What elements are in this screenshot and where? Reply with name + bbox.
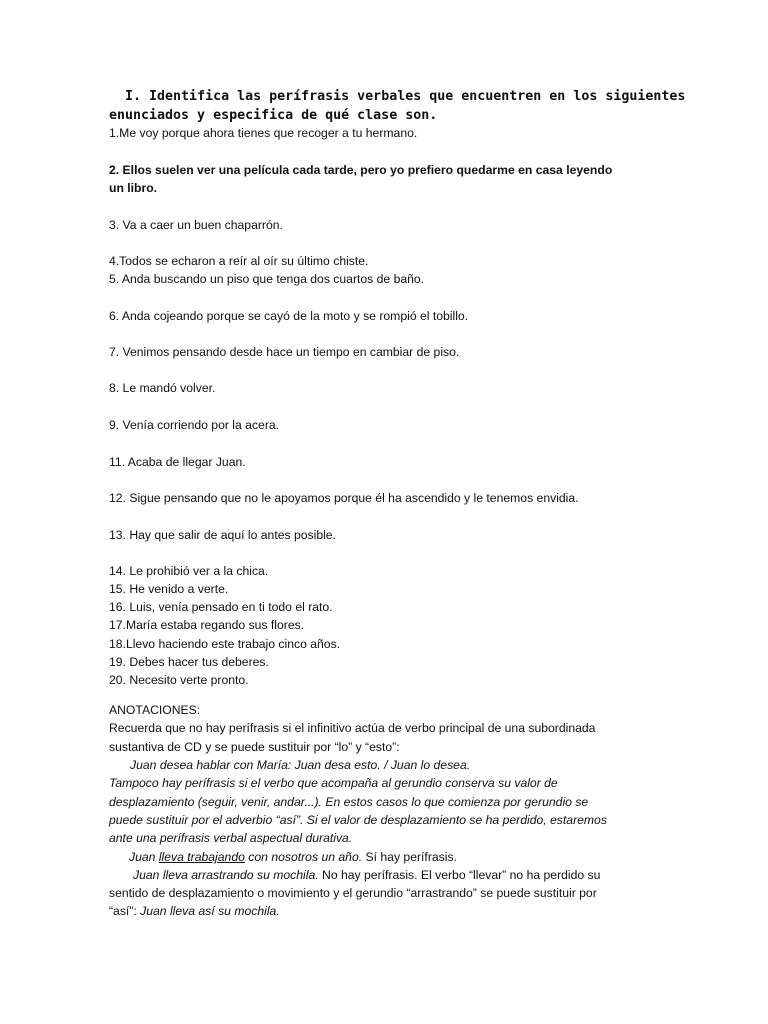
example-3-substitution: Juan lleva así su mochila. xyxy=(140,904,280,918)
sentence-13: 13. Hay que salir de aquí lo antes posible. xyxy=(109,528,336,542)
annotation-paragraph-1-line-1: Recuerda que no hay perífrasis si el infinitivo actúa de verbo principal de una subordinada xyxy=(109,721,596,735)
sentence-17: 17.María estaba regando sus flores. xyxy=(109,618,305,632)
sentence-4: 4.Todos se echaron a reír al oír su último chiste. xyxy=(109,254,369,268)
exercise-title-line-1: I. Identifica las perífrasis verbales que encuentren en los siguientes xyxy=(125,89,686,104)
sentence-19: 19. Debes hacer tus deberes. xyxy=(109,655,269,669)
example-3-explanation: No hay perífrasis. El verbo “llevar” no ha perdido su xyxy=(318,868,601,882)
annotation-example-3-line-1 xyxy=(133,867,600,883)
sentence-16: 16. Luis, venía pensado en ti todo el rato. xyxy=(109,600,333,614)
example-2-verdict: Sí hay perífrasis. xyxy=(362,850,457,864)
annotation-paragraph-2-line-4: ante una perífrasis verbal aspectual durativa. xyxy=(109,831,353,845)
sentence-1: 1.Me voy porque ahora tienes que recoger a tu hermano. xyxy=(109,126,418,140)
example-3-quote: “así”: xyxy=(109,904,141,918)
sentence-15: 15. He venido a verte. xyxy=(109,582,229,596)
sentence-18: 18.Llevo haciendo este trabajo cinco años. xyxy=(109,637,341,651)
example-2-subject: Juan xyxy=(129,850,159,864)
annotation-example-3-line-2: sentido de desplazamiento o movimiento y el gerundio “arrastrando” se puede sustituir por xyxy=(109,886,597,900)
sentence-20: 20. Necesito verte pronto. xyxy=(109,673,249,687)
annotation-paragraph-2-line-2: desplazamiento (seguir, venir, andar...). En estos casos lo que comienza por gerundio se xyxy=(109,795,589,809)
sentence-8: 8. Le mandó volver. xyxy=(109,381,216,395)
annotation-example-3-line-3 xyxy=(109,903,280,919)
annotation-paragraph-2-line-1: Tampoco hay perífrasis si el verbo que acompaña al gerundio conserva su valor de xyxy=(109,776,558,790)
sentence-9: 9. Venía corriendo por la acera. xyxy=(109,418,280,432)
annotation-paragraph-2-line-3: puede sustituir por el adverbio “así”. Si el valor de desplazamiento se ha perdido, estaremos xyxy=(109,813,607,827)
exercise-title-line-2: enunciados y especifica de qué clase son. xyxy=(109,108,438,123)
annotation-example-1: Juan desea hablar con María: Juan desa esto. / Juan lo desea. xyxy=(130,758,471,772)
sentence-11: 11. Acaba de llegar Juan. xyxy=(109,455,246,469)
annotation-example-2 xyxy=(129,849,457,865)
sentence-7: 7. Venimos pensando desde hace un tiempo en cambiar de piso. xyxy=(109,345,460,359)
sentence-3: 3. Va a caer un buen chaparrón. xyxy=(109,218,283,232)
annotation-paragraph-1-line-2: sustantiva de CD y se puede sustituir por “lo” y “esto”: xyxy=(109,740,400,754)
sentence-5: 5. Anda buscando un piso que tenga dos cuartos de baño. xyxy=(109,272,425,286)
example-3-sentence: Juan lleva arrastrando su mochila. xyxy=(133,868,319,882)
sentence-2-continued: un libro. xyxy=(109,181,158,195)
sentence-2: 2. Ellos suelen ver una película cada tarde, pero yo prefiero quedarme en casa leyendo xyxy=(109,163,613,177)
sentence-14: 14. Le prohibió ver a la chica. xyxy=(109,564,269,578)
sentence-6: 6. Anda cojeando porque se cayó de la moto y se rompió el tobillo. xyxy=(109,309,469,323)
example-2-periphrasis: lleva trabajando xyxy=(158,850,245,864)
annotations-heading: ANOTACIONES: xyxy=(109,703,201,717)
sentence-12: 12. Sigue pensando que no le apoyamos porque él ha ascendido y le tenemos envidia. xyxy=(109,491,579,505)
example-2-rest: con nosotros un año. xyxy=(244,850,363,864)
